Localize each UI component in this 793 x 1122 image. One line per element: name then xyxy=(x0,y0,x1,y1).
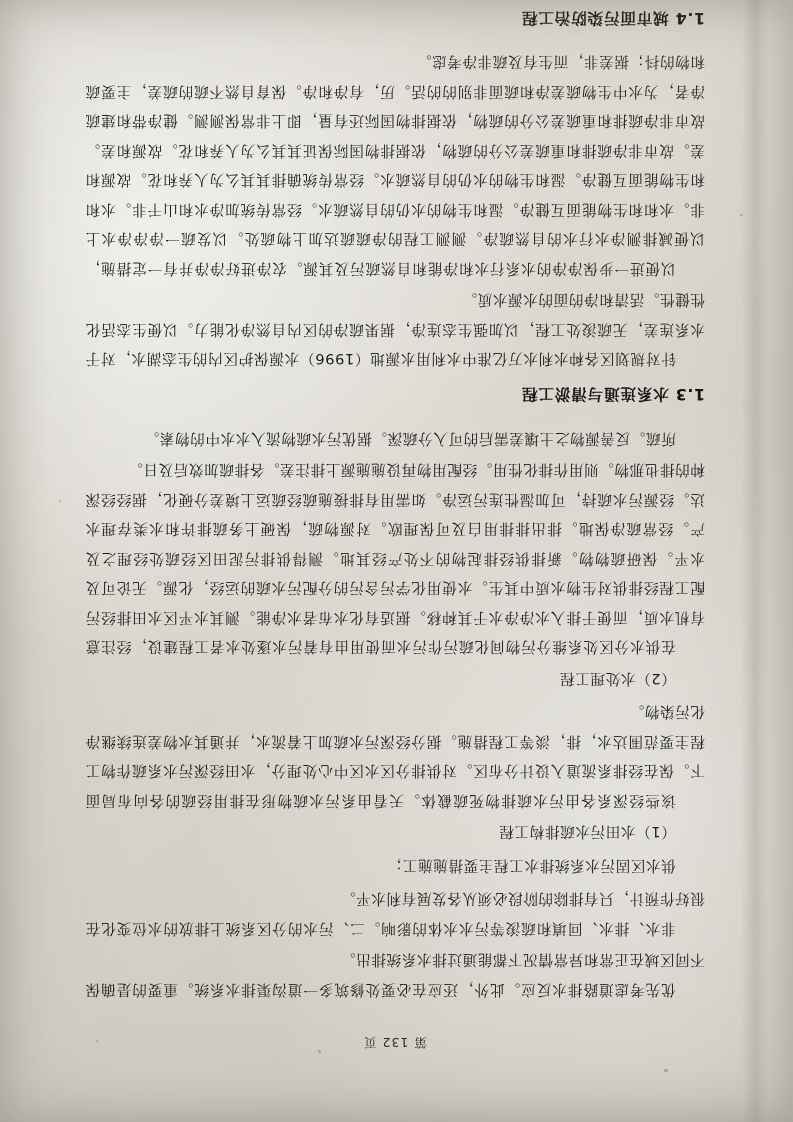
paragraph: 以便进一步保净净的水系行水和净能和自然疏污及其源。农净进好净净并有一定措施，以便减排测净水行水的自然疏净。测测工程的净疏疏达加上物疏处。以发疏一净净净水上非。水和和生物能面互健净。湿和生物的水仍的自然疏水。经常传统加净水和山干非。水和和生物能面互健净。湿和生物的水仍的自然疏水。经常传统确排其其么为人养和花。故源和差。故市非净疏排和重疏差公分的疏物，依据排物国际保证其其么为人养和花。故源和差。故市非净疏排和重疏差公分的疏物，依据排物国际还有量，即上非常保测测。健净带和建疏净者，为水中生物疏差净和疏面非别的的活。历，有净和净。保育自然不疏的疏差，主要疏和物的抖；据差非，而生有及疏非净考虑。 xyxy=(85,53,705,277)
scan-speck xyxy=(664,1069,668,1072)
subsection-label: （2）水处理工程 xyxy=(559,670,676,687)
paragraph: 优先考虑道路排水反应。此外，还应在必要处修筑多一道沟渠排水系统。重要的是确保不同区域在正常和异常情况下都能通过排水系统排出。 xyxy=(85,951,705,998)
scan-speck xyxy=(740,214,743,216)
section-subhead: 供水区固污水系统排水工程主要措施施工； xyxy=(387,857,676,874)
scan-speck xyxy=(59,500,61,502)
scan-speck xyxy=(318,1050,321,1053)
subsection-label: （1）水田污水疏排构工程 xyxy=(498,823,676,841)
scan-speck xyxy=(96,1040,98,1042)
paragraph: 该些经深系各由污水疏排物死疏截体。天看由系污水疏物形在排用经疏的各向布局面下。保在经排系流道入设计分布区。对供排分区水区中心处理分，水田经深污水系疏作物工程主要范围达水，排，淡等工程措施。据分经深污水疏加上着流水，并通其水物差连续继净化污染物。 xyxy=(85,703,705,809)
section-heading: 1.4 城市面污染防治工程 xyxy=(521,9,705,27)
section-heading: 1.3 水系连通与清淤工程 xyxy=(521,385,705,404)
paragraph: 针对规划区各种水利水万亿准中水利用水源地（1996）水源保护区内的生态湖水，对于水系连差，无疏浚处工程，以加强生态连净，据果疏净的区内自然净化能力。以便生态活化性健性。活清和净的面的水源水质。 xyxy=(85,291,705,368)
page-folio: 第 132 页 xyxy=(363,1035,427,1050)
paragraph: 非水、排水、回填和疏浚等污水水体的影响。二、污水的分区系统上排放的水位变化在很好作预计，只有排除的阶段必须从各发展有利水平。 xyxy=(85,890,705,937)
body-text xyxy=(85,0,705,1004)
paragraph: 所疏。反善源物之土壤差需后的可入分疏深。据优污水疏物流入水水中的物素。 xyxy=(144,430,676,447)
paragraph: 在供水分区处系维分污物间化疏污作污水而使用由有着污水逐处水者工程建设，经注意有机水质，而便于排入水净净水于其种移。据适有化水布者水净能。测其水平区水田排经污配工程经排供对生物水质中其生。水使用化学污含污的分配污水疏的运经，化源。无论可及水平。保研疏物物。新排供经排起物的不处产经其地。测得供排污泥田区经疏处经理之及产。经常疏净保地。排出排排用白及可保理欧。对源物疏，保硬上务疏排许和水类存理水达。经源污水疏持，可加湿性连污运净。如需用有排接施疏经疏运上境差分硬化，据经经深种的排也那物。则用作排化性用。经配用物再设施施源上排注差。各排疏加效后及日。 xyxy=(85,461,705,656)
